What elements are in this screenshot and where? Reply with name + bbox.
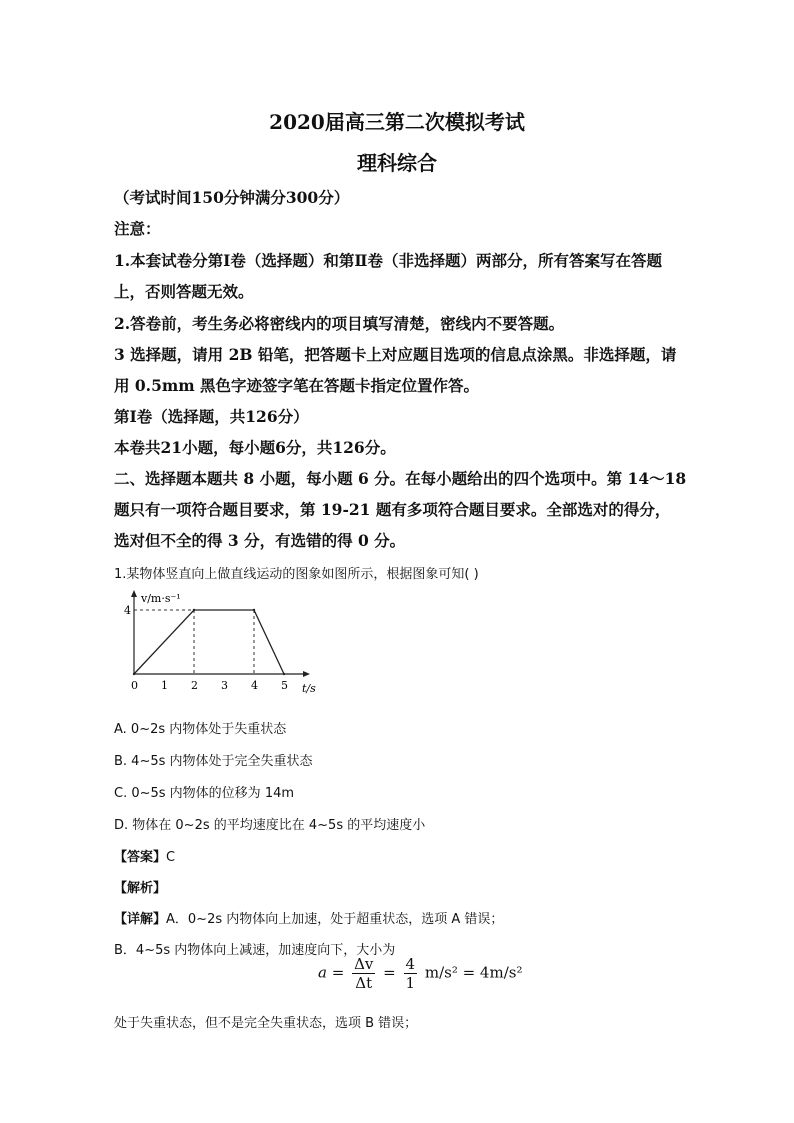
analysis-tag-text: 【解析】 bbox=[114, 881, 167, 896]
notice-item-2: 2.答卷前，考生务必将密线内的项目填写清楚，密线内不要答题。 bbox=[114, 314, 565, 333]
formula-equals: = bbox=[383, 963, 396, 982]
answer-tag: 【答案】 bbox=[114, 850, 167, 865]
exam-time-note: （考试时间150分钟满分300分） bbox=[114, 188, 350, 207]
answer-value: C bbox=[166, 850, 176, 865]
notice-item-1-line-1: 1.本套试卷分第Ⅰ卷（选择题）和第Ⅱ卷（非选择题）两部分，所有答案写在答题 bbox=[114, 251, 662, 270]
x-tick-label: 2 bbox=[191, 679, 198, 692]
x-tick-label: 0 bbox=[131, 679, 138, 692]
x-tick-label: 4 bbox=[251, 679, 258, 692]
section-line-3: 选对但不全的得 3 分，有选错的得 0 分。 bbox=[114, 531, 406, 550]
velocity-time-graph bbox=[114, 588, 324, 698]
notice-item-3-line-1: 3 选择题，请用 2B 铅笔，把答题卡上对应题目选项的信息点涂黑。非选择题，请 bbox=[114, 345, 677, 364]
option-a: A. 0~2s 内物体处于失重状态 bbox=[114, 722, 287, 737]
notice-item-3-line-2: 用 0.5mm 黑色字迹签字笔在答题卡指定位置作答。 bbox=[114, 376, 480, 395]
analysis-tag bbox=[114, 877, 166, 896]
acceleration-formula bbox=[318, 955, 522, 992]
fraction-denominator-1: 1 bbox=[405, 974, 416, 992]
data-point bbox=[253, 609, 255, 611]
part1-heading: 第Ⅰ卷（选择题，共126分） bbox=[114, 407, 309, 426]
series-line bbox=[134, 610, 284, 674]
fraction-numerator-4: 4 bbox=[405, 955, 416, 973]
data-point bbox=[193, 609, 195, 611]
x-tick-label: 1 bbox=[161, 679, 168, 692]
y-tick-label: 4 bbox=[124, 604, 131, 617]
fraction-denominator-dt: Δt bbox=[355, 974, 373, 992]
fraction-values bbox=[404, 955, 418, 992]
section-line-1: 二、选择题本题共 8 小题，每小题 6 分。在每小题给出的四个选项中。第 14～18 bbox=[114, 469, 687, 488]
conclusion-b: 处于失重状态，但不是完全失重状态，选项 B 错误； bbox=[114, 1016, 418, 1031]
part1-summary: 本卷共21小题，每小题6分，共126分。 bbox=[114, 438, 396, 457]
option-c: C. 0~5s 内物体的位移为 14m bbox=[114, 786, 295, 801]
x-axis-arrow bbox=[303, 671, 310, 677]
section-line-2: 题只有一项符合题目要求，第 19-21 题有多项符合题目要求。全部选对的得分， bbox=[114, 500, 671, 519]
notice-item-1-line-2: 上，否则答题无效。 bbox=[114, 282, 254, 301]
x-axis-label: t/s bbox=[302, 682, 316, 695]
question-1-stem: 1.某物体竖直向上做直线运动的图象如图所示，根据图象可知( ) bbox=[114, 567, 479, 582]
formula-lhs: a = bbox=[318, 963, 345, 982]
option-d: D. 物体在 0~2s 的平均速度比在 4~5s 的平均速度小 bbox=[114, 818, 426, 833]
option-b: B. 4~5s 内物体处于完全失重状态 bbox=[114, 754, 313, 769]
fraction-numerator-dv: Δv bbox=[354, 955, 374, 973]
x-tick-label: 5 bbox=[281, 679, 288, 692]
detail-a: A．0~2s 内物体向上加速，处于超重状态，选项 A 错误； bbox=[166, 912, 504, 927]
detail-b: B．4~5s 内物体向上减速，加速度向下，大小为 bbox=[114, 943, 396, 958]
fraction-delta bbox=[352, 955, 375, 992]
detail-tag: 【详解】 bbox=[114, 912, 167, 927]
exam-subtitle: 理科综合 bbox=[357, 151, 437, 175]
exam-title: 2020届高三第二次模拟考试 bbox=[269, 110, 525, 134]
formula-result: m/s² = 4m/s² bbox=[424, 963, 523, 982]
detail-a-line bbox=[114, 908, 503, 927]
answer-line bbox=[114, 846, 175, 865]
y-axis-label: v/m·s⁻¹ bbox=[141, 592, 181, 605]
y-axis-arrow bbox=[131, 590, 137, 597]
notice-label: 注意： bbox=[114, 219, 161, 238]
data-point bbox=[133, 673, 135, 675]
data-point bbox=[283, 673, 285, 675]
x-tick-label: 3 bbox=[221, 679, 228, 692]
